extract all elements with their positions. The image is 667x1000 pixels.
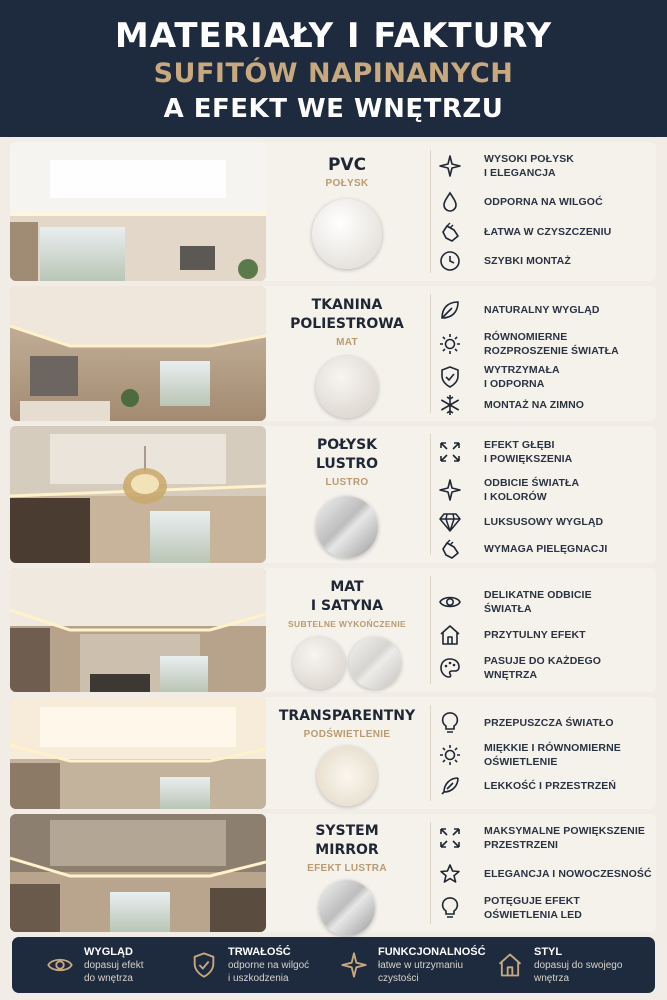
- material-finish: SUBTELNE WYKOŃCZENIE: [288, 619, 406, 629]
- material-info-fabric: [272, 286, 422, 421]
- feature-item: ELEGANCJA I NOWOCZESNOŚĆ: [438, 862, 656, 886]
- diamond-icon: [438, 510, 462, 534]
- material-row-mirror-system: [10, 814, 656, 932]
- eye-icon: [46, 951, 74, 979]
- room-photo-fabric: [10, 286, 266, 421]
- material-row-fabric: [10, 286, 656, 421]
- feature-list: [438, 697, 656, 809]
- feature-item: ODPORNA NA WILGOĆ: [438, 190, 656, 214]
- material-info-mirror-gloss: [272, 426, 422, 563]
- material-name: TKANINA POLIESTROWA: [290, 297, 404, 332]
- feature-item: RÓWNOMIERNE ROZPROSZENIE ŚWIATŁA: [438, 330, 656, 358]
- feature-item: MIĘKKIE I RÓWNOMIERNE OŚWIETLENIE: [438, 741, 656, 769]
- material-finish: MAT: [336, 337, 358, 348]
- star-icon: [438, 862, 462, 886]
- material-name: SYSTEM MIRROR: [315, 823, 379, 858]
- room-photo-mirror-gloss: [10, 426, 266, 563]
- translucent-sample-swatch: [317, 746, 377, 806]
- material-info-translucent: [272, 697, 422, 809]
- shield-check-icon: [438, 365, 462, 389]
- material-row-translucent: [10, 697, 656, 809]
- sparkle-icon: [438, 154, 462, 178]
- footer-item-style: STYL dopasuj do swojego wnętrza: [496, 937, 622, 993]
- expand-arrows-icon: [438, 440, 462, 464]
- lightbulb-icon: [438, 896, 462, 920]
- material-name: PVC: [327, 155, 367, 175]
- title-line-3: A EFEKT WE WNĘTRZU: [163, 94, 504, 124]
- home-icon: [496, 951, 524, 979]
- feature-list: [438, 286, 656, 421]
- feature-item: PRZYTULNY EFEKT: [438, 623, 656, 647]
- footer-item-appearance: WYGLĄD dopasuj efekt do wnętrza: [46, 937, 144, 993]
- feature-item: WYTRZYMAŁA I ODPORNA: [438, 363, 656, 391]
- material-row-satin: [10, 568, 656, 692]
- cleaning-hand-icon: [438, 220, 462, 244]
- feature-item: POTĘGUJE EFEKT OŚWIETLENIA LED: [438, 894, 656, 922]
- feature-list: [438, 814, 656, 932]
- material-info-satin: [272, 568, 422, 692]
- material-name: TRANSPARENTNY: [278, 708, 416, 724]
- material-finish: PODŚWIETLENIE: [303, 729, 391, 740]
- feature-item: SZYBKI MONTAŻ: [438, 249, 656, 273]
- room-photo-mirror-system: [10, 814, 266, 932]
- eye-icon: [438, 590, 462, 614]
- feather-icon: [438, 774, 462, 798]
- material-name: MAT I SATYNA: [310, 579, 384, 614]
- material-info-pvc: [272, 142, 422, 281]
- material-finish: EFEKT LUSTRA: [307, 863, 387, 874]
- sparkle-icon: [438, 478, 462, 502]
- material-finish: POŁYSK: [325, 178, 369, 189]
- feature-item: DELIKATNE ODBICIE ŚWIATŁA: [438, 588, 656, 616]
- feature-item: PASUJE DO KAŻDEGO WNĘTRZA: [438, 654, 656, 682]
- gloss-sample-swatch: [312, 199, 382, 269]
- sun-icon: [438, 332, 462, 356]
- material-finish: LUSTRO: [325, 477, 369, 488]
- feature-item: WYMAGA PIELĘGNACJI: [438, 537, 656, 561]
- material-name: POŁYSK LUSTRO: [315, 437, 379, 472]
- material-row-pvc: [10, 142, 656, 281]
- title-line-2: SUFITÓW NAPINANYCH: [153, 58, 514, 89]
- material-row-mirror-gloss: [10, 426, 656, 563]
- feature-list: [438, 568, 656, 692]
- footer-item-functionality: FUNKCJONALNOŚĆ łatwe w utrzymaniu czystości: [340, 937, 486, 993]
- footer-summary-bar: [12, 937, 655, 993]
- material-info-mirror-system: [272, 814, 422, 932]
- feature-item: MONTAŻ NA ZIMNO: [438, 393, 656, 417]
- room-photo-translucent: [10, 697, 266, 809]
- water-drop-icon: [438, 190, 462, 214]
- feature-item: PRZEPUSZCZA ŚWIATŁO: [438, 711, 656, 735]
- cleaning-hand-icon: [438, 537, 462, 561]
- lightbulb-icon: [438, 711, 462, 735]
- matte-sample-swatch: [316, 356, 378, 418]
- satin-sample-swatch: [349, 637, 401, 689]
- shield-check-icon: [190, 951, 218, 979]
- feature-item: NATURALNY WYGLĄD: [438, 298, 656, 322]
- feature-list: [438, 142, 656, 281]
- leaf-icon: [438, 298, 462, 322]
- feature-item: LUKSUSOWY WYGLĄD: [438, 510, 656, 534]
- feature-item: WYSOKI POŁYSK I ELEGANCJA: [438, 152, 656, 180]
- snowflake-icon: [438, 393, 462, 417]
- mirror-sample-swatch: [316, 496, 378, 558]
- expand-arrows-icon: [438, 826, 462, 850]
- sparkle-icon: [340, 951, 368, 979]
- feature-item: ŁATWA W CZYSZCZENIU: [438, 220, 656, 244]
- palette-icon: [438, 656, 462, 680]
- feature-item: LEKKOŚĆ I PRZESTRZEŃ: [438, 774, 656, 798]
- feature-item: ODBICIE ŚWIATŁA I KOLORÓW: [438, 476, 656, 504]
- room-photo-satin: [10, 568, 266, 692]
- title-line-1: MATERIAŁY I FAKTURY: [114, 16, 553, 56]
- header-banner: [0, 0, 667, 137]
- clock-icon: [438, 249, 462, 273]
- mirror-sample-swatch: [319, 880, 375, 936]
- feature-item: EFEKT GŁĘBI I POWIĘKSZENIA: [438, 438, 656, 466]
- footer-item-durability: TRWAŁOŚĆ odporne na wilgoć i uszkodzenia: [190, 937, 309, 993]
- room-photo-pvc: [10, 142, 266, 281]
- feature-item: MAKSYMALNE POWIĘKSZENIE PRZESTRZENI: [438, 824, 656, 852]
- feature-list: [438, 426, 656, 563]
- matte-sample-swatch: [293, 637, 345, 689]
- sun-icon: [438, 743, 462, 767]
- home-icon: [438, 623, 462, 647]
